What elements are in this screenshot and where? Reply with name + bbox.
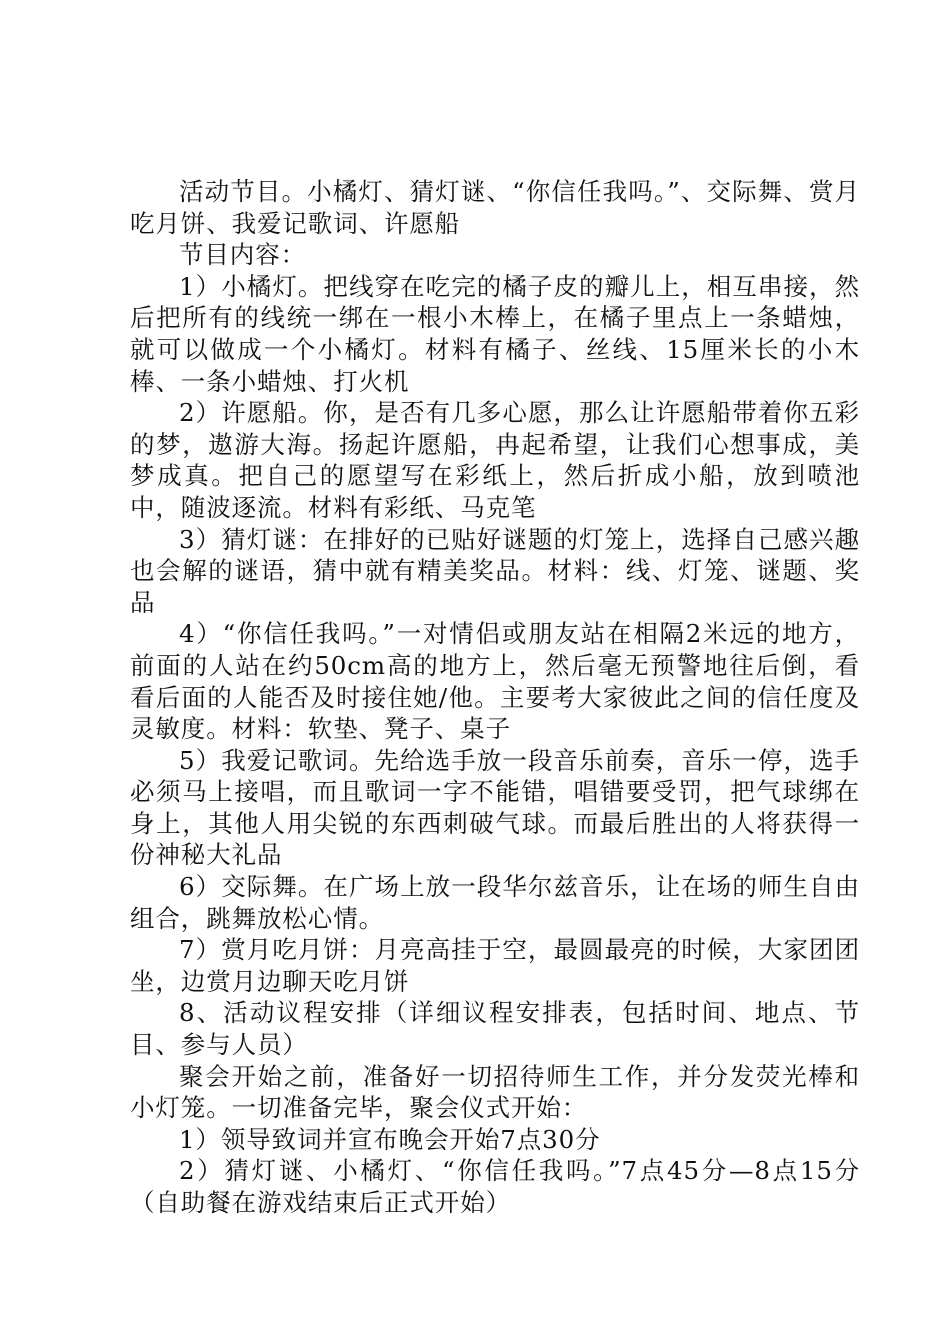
document-body [130, 176, 860, 1219]
paragraph-agenda-1: 1）领导致词并宣布晚会开始7点30分 [179, 1124, 601, 1154]
paragraph-program-content-heading: 节目内容： [179, 240, 306, 270]
paragraph-item-mooncakes: 7）赏月吃月饼：月亮高挂于空，最圆最亮的时候，大家团团坐，边赏月边聊天吃月饼 [130, 935, 860, 996]
paragraph-item-lantern-riddles: 3）猜灯谜：在排好的已贴好谜题的灯笼上，选择自己感兴趣也会解的谜语，猜中就有精美奖品。材料：线、灯笼、谜题、奖品 [130, 524, 860, 617]
paragraph-item-wish-boat: 2）许愿船。你，是否有几多心愿，那么让许愿船带着你五彩的梦，遨游大海。扬起许愿船，冉起希望，让我们心想事成，美梦成真。把自己的愿望写在彩纸上，然后折成小船，放到喷池中，随波逐流。材料有彩纸、马克笔 [130, 398, 860, 522]
paragraph-item-orange-lamp: 1）小橘灯。把线穿在吃完的橘子皮的瓣儿上，相互串接，然后把所有的线统一绑在一根小木棒上，在橘子里点上一条蜡烛，就可以做成一个小橘灯。材料有橘子、丝线、15厘米长的小木棒、一条小蜡烛、打火机 [130, 271, 860, 396]
paragraph-program-list: 活动节目。小橘灯、猜灯谜、“你信任我吗。”、交际舞、赏月吃月饼、我爱记歌词、许愿船 [130, 177, 860, 238]
paragraph-item-social-dance: 6）交际舞。在广场上放一段华尔兹音乐，让在场的师生自由组合，跳舞放松心情。 [130, 872, 860, 933]
paragraph-item-trust-game: 4）“你信任我吗。”一对情侣或朋友站在相隔2米远的地方，前面的人站在约50cm高的地方上，然后毫无预警地往后倒，看看后面的人能否及时接住她/他。主要考大家彼此之间的信任度及灵敏度。材料：软垫、凳子、桌子 [130, 619, 860, 744]
paragraph-item-lyrics-game: 5）我爱记歌词。先给选手放一段音乐前奏，音乐一停，选手必须马上接唱，而且歌词一字不能错，唱错要受罚，把气球绑在身上，其他人用尖锐的东西刺破气球。而最后胜出的人将获得一份神秘大礼品 [130, 745, 860, 870]
paragraph-agenda-2: 2）猜灯谜、小橘灯、“你信任我吗。”7点45分—8点15分（自助餐在游戏结束后正式开始） [130, 1156, 860, 1217]
paragraph-preparation: 聚会开始之前，准备好一切招待师生工作，并分发荧光棒和小灯笼。一切准备完毕，聚会仪式开始： [130, 1061, 860, 1123]
paragraph-agenda-heading: 8、活动议程安排（详细议程安排表，包括时间、地点、节目、参与人员） [130, 998, 860, 1060]
